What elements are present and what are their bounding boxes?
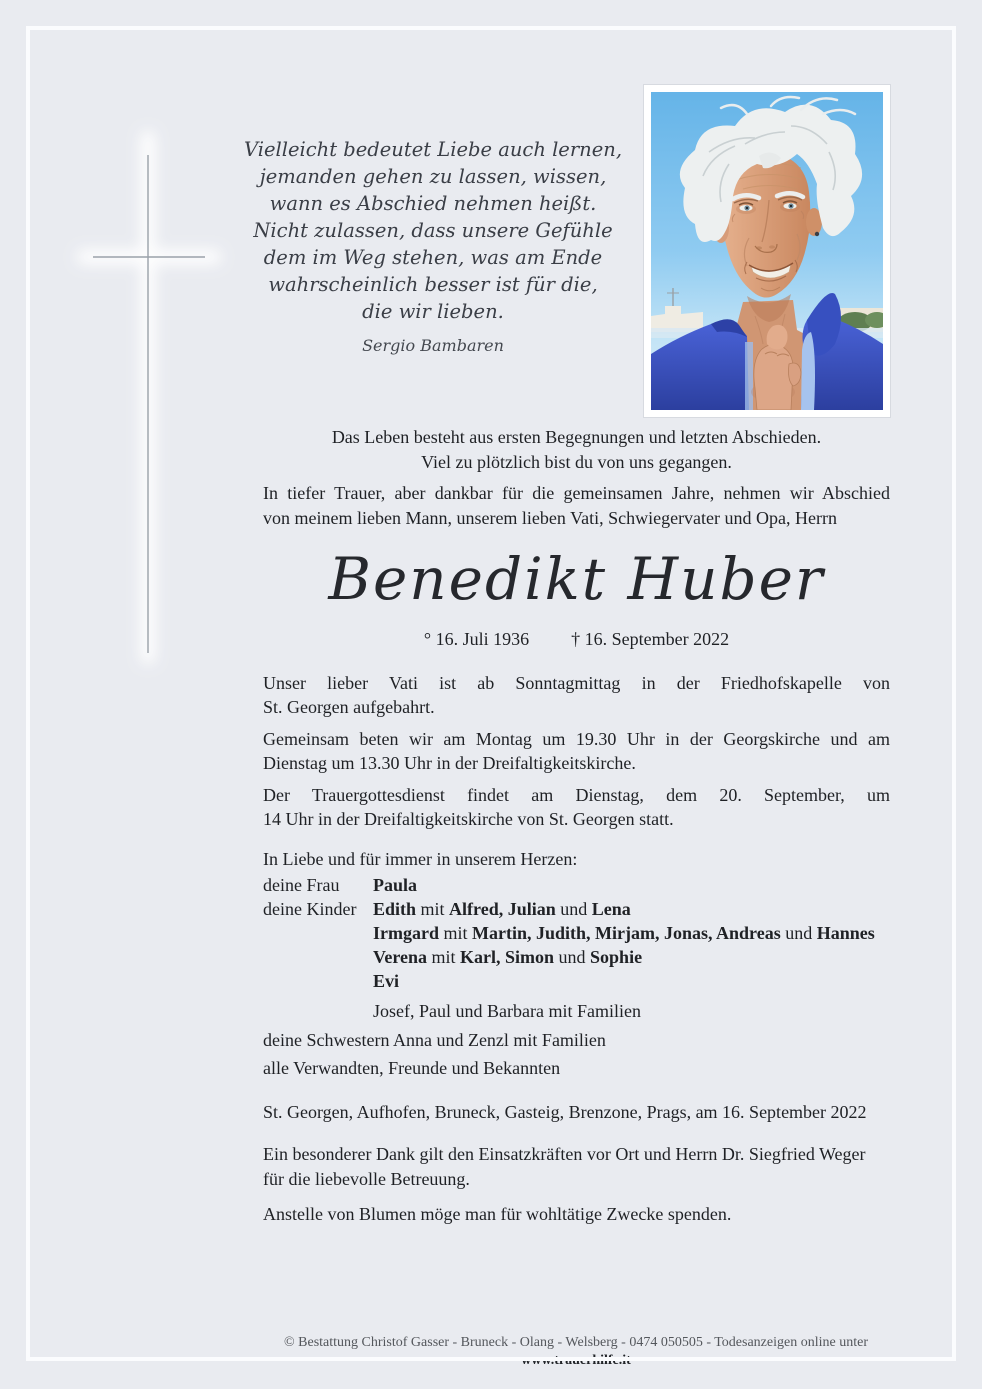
deceased-name: Benedikt Huber — [328, 545, 825, 613]
service-line: 14 Uhr in der Dreifaltigkeitskirche von St. Georgen statt. — [263, 808, 674, 829]
connector: und — [555, 898, 592, 919]
child-name: Evi — [373, 970, 400, 991]
service-line: Dienstag um 13.30 Uhr in der Dreifaltigkeitskirche. — [263, 752, 636, 773]
grandchildren-names: Karl, Simon — [460, 946, 555, 967]
service-line: St. Georgen aufgebahrt. — [263, 696, 435, 717]
opening-line-1: Das Leben besteht aus ersten Begegnungen und letzten Abschieden. — [331, 427, 822, 447]
service-line: Der Trauergottesdienst findet am Dienstag, dem 20. September, um — [263, 784, 890, 805]
children-label: deine Kinder — [263, 898, 357, 919]
quote-line: Vielleicht bedeutet Liebe auch lernen, — [243, 138, 623, 161]
children-names — [373, 897, 875, 993]
portrait-photo — [644, 85, 890, 417]
mourners-list — [263, 873, 890, 1080]
children-line — [373, 945, 875, 969]
child-name: Edith — [373, 898, 417, 919]
wife-name: Paula — [373, 874, 418, 895]
service-line: Unser lieber Vati ist ab Sonntagmittag in der Friedhofskapelle von — [263, 672, 890, 693]
connector: mit — [439, 922, 473, 943]
grandchild-name: Lena — [591, 898, 631, 919]
life-dates — [263, 627, 890, 651]
memorial-quote — [233, 136, 633, 359]
donation-line: Anstelle von Blumen möge man für wohltätige Zwecke spenden. — [263, 1203, 732, 1224]
children-line — [373, 897, 875, 921]
main-content — [263, 425, 890, 1226]
thanks-line: für die liebevolle Betreuung. — [263, 1168, 470, 1189]
footer-text: © Bestattung Christof Gasser - Bruneck - Olang - Welsberg - 0474 050505 - Todesanzeigen online unter — [284, 1335, 868, 1350]
opening-paragraph-line: In tiefer Trauer, aber dankbar für die gemeinsamen Jahre, nehmen wir Abschied — [263, 483, 890, 503]
birth-date: ° 16. Juli 1936 — [423, 628, 530, 649]
opening-paragraph-line: von meinem lieben Mann, unserem lieben Vati, Schwiegervater und Opa, Herrn — [263, 508, 837, 528]
quote-line: wann es Abschied nehmen heißt. — [269, 192, 597, 215]
quote-author: Sergio Bambaren — [362, 336, 504, 355]
children-line — [373, 921, 875, 945]
portrait-illustration — [651, 92, 883, 410]
service-paragraph-2 — [263, 727, 890, 775]
connector: und — [780, 922, 817, 943]
footer-website-link[interactable]: www.trauerhilfe.it — [521, 1353, 631, 1368]
thanks-line: Ein besonderer Dank gilt den Einsatzkräften vor Ort und Herrn Dr. Siegfried Weger — [263, 1143, 866, 1164]
thanks-paragraph — [263, 1142, 890, 1192]
service-line: Gemeinsam beten wir am Montag um 19.30 Uhr in der Georgskirche und am — [263, 728, 890, 749]
others-line: alle Verwandten, Freunde und Bekannten — [263, 1057, 561, 1078]
mourners-heading: In Liebe und für immer in unserem Herzen: — [263, 848, 578, 869]
mourner-row-children — [263, 897, 890, 993]
connector: mit — [427, 946, 461, 967]
footer — [240, 1334, 912, 1370]
connector: mit — [416, 898, 450, 919]
service-paragraph-3 — [263, 783, 890, 831]
connector: und — [554, 946, 591, 967]
wife-label: deine Frau — [263, 874, 340, 895]
children-line — [373, 969, 875, 993]
quote-line: die wir lieben. — [362, 300, 504, 323]
child-name: Irmgard — [373, 922, 439, 943]
death-date: † 16. September 2022 — [571, 628, 730, 649]
quote-line: wahrscheinlich besser ist für die, — [268, 273, 598, 296]
grandchildren-names: Martin, Judith, Mirjam, Jonas, Andreas — [472, 922, 781, 943]
mourner-row-wife — [263, 873, 890, 897]
opening-line-2: Viel zu plötzlich bist du von uns gegangen. — [421, 452, 732, 472]
grandchild-name: Hannes — [816, 922, 875, 943]
quote-line: Nicht zulassen, dass unsere Gefühle — [253, 219, 613, 242]
child-name: Verena — [373, 946, 427, 967]
quote-line: dem im Weg stehen, was am Ende — [263, 246, 603, 269]
sisters-line: deine Schwestern Anna und Zenzl mit Familien — [263, 1029, 606, 1050]
opening-paragraph — [263, 481, 890, 531]
children-extra-line: Josef, Paul und Barbara mit Familien — [373, 1000, 641, 1021]
quote-line: jemanden gehen zu lassen, wissen, — [259, 165, 607, 188]
grandchild-name: Sophie — [590, 946, 643, 967]
places-date-line: St. Georgen, Aufhofen, Bruneck, Gasteig, Brenzone, Prags, am 16. September 2022 — [263, 1101, 867, 1122]
grandchildren-names: Alfred, Julian — [449, 898, 556, 919]
service-paragraph-1 — [263, 671, 890, 719]
